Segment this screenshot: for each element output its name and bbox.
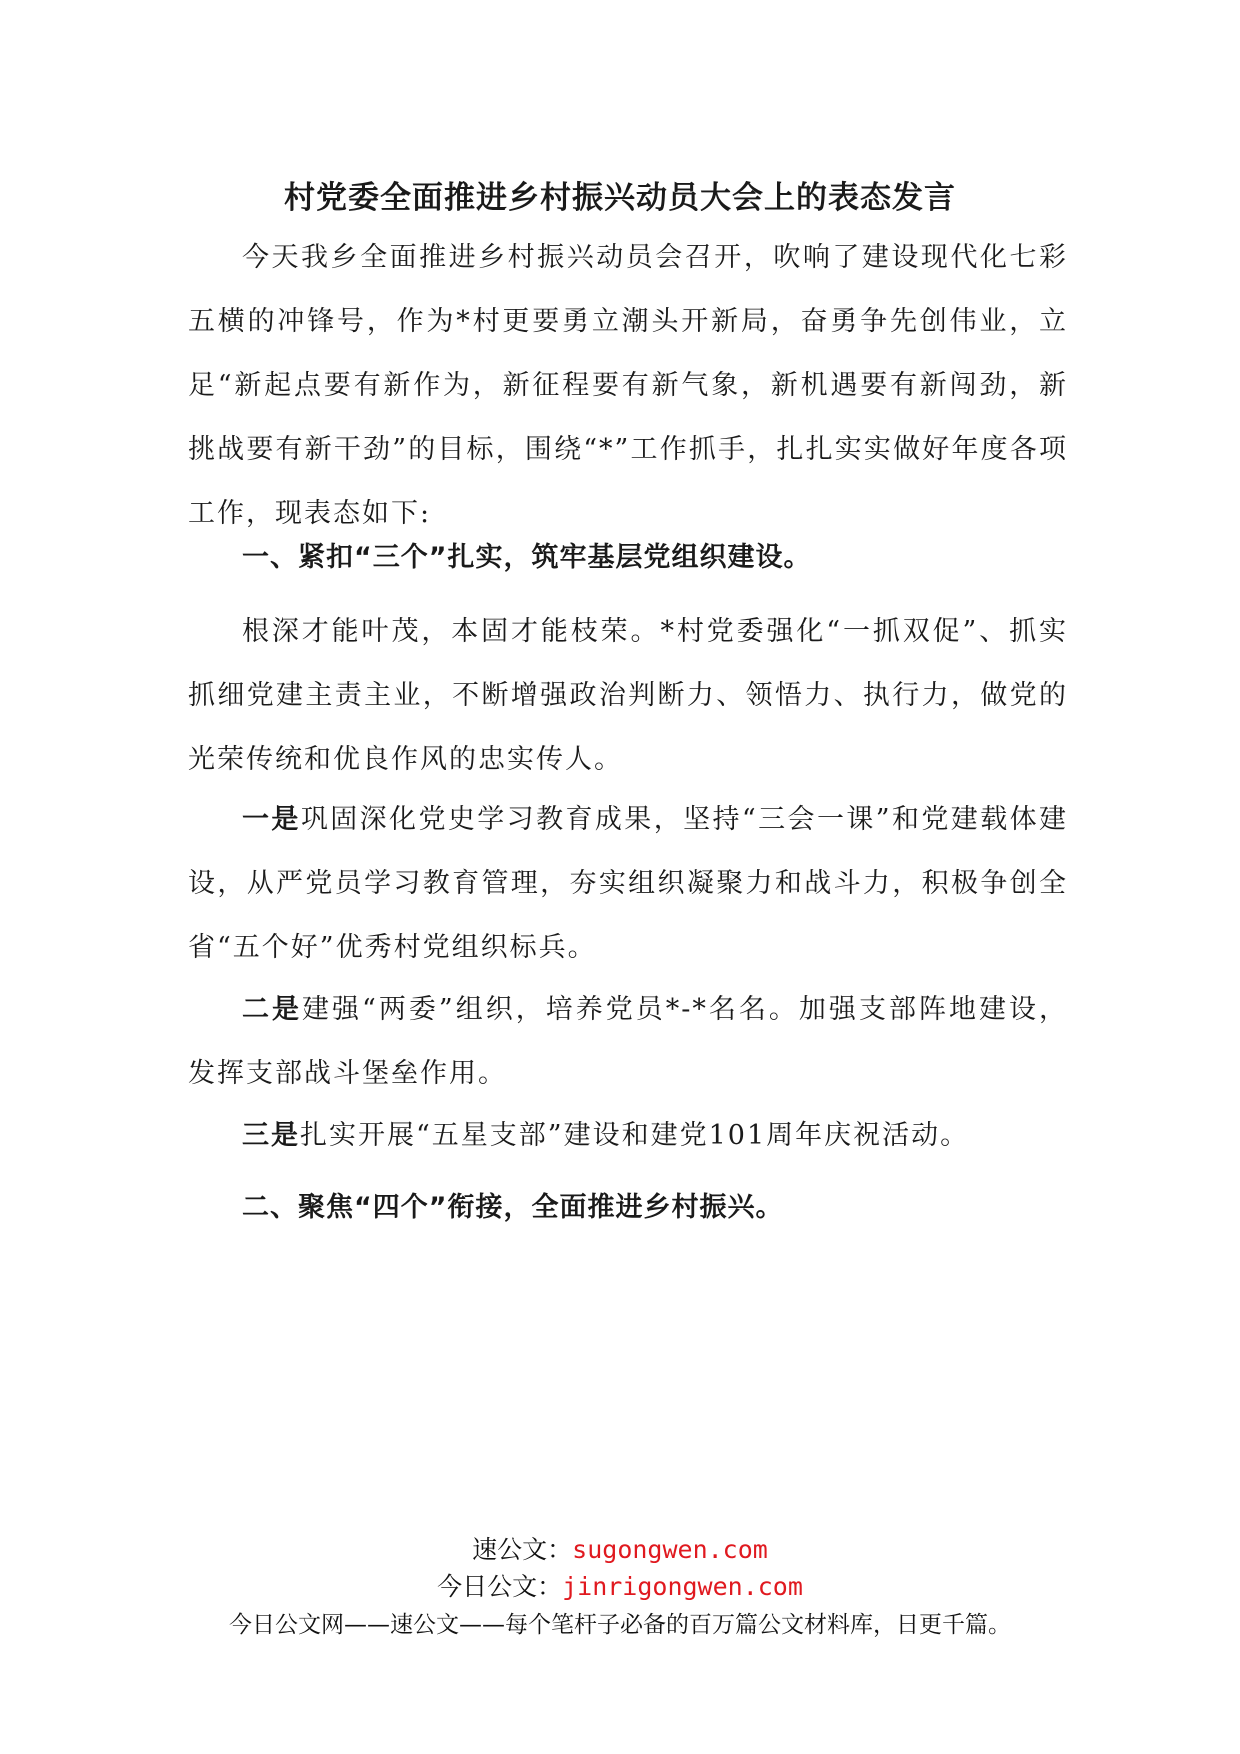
footer-link-sugongwen[interactable]: sugongwen.com — [572, 1535, 768, 1564]
item-2-paragraph — [188, 978, 1068, 1106]
item-2-lead: 二是 — [242, 994, 303, 1025]
section-1-paragraph: 根深才能叶茂，本固才能枝荣。*村党委强化“一抓双促”、抓实抓细党建主责主业，不断增强政治判断力、领悟力、执行力，做党的光荣传统和优良作风的忠实传人。 — [188, 616, 1068, 775]
section-1-heading: 一、紧扣“三个”扎实，筑牢基层党组织建设。 — [242, 542, 812, 573]
item-1-paragraph — [188, 788, 1068, 980]
footer-label-2: 今日公文： — [437, 1572, 563, 1601]
footer-tagline: 今日公文网——速公文——每个笔杆子必备的百万篇公文材料库，日更千篇。 — [229, 1612, 1011, 1638]
footer-line-2 — [0, 1567, 1240, 1603]
item-3-paragraph — [188, 1104, 1068, 1168]
item-1-text: 巩固深化党史学习教育成果，坚持“三会一课”和党建载体建设，从严党员学习教育管理，夯实组织凝聚力和战斗力，积极争创全省“五个好”优秀村党组织标兵。 — [188, 804, 1069, 963]
item-1-lead: 一是 — [242, 804, 301, 835]
item-3-text: 扎实开展“五星支部”建设和建党101周年庆祝活动。 — [300, 1120, 970, 1151]
section-2-heading: 二、聚焦“四个”衔接，全面推进乡村振兴。 — [242, 1192, 784, 1223]
footer-line-1 — [0, 1530, 1240, 1566]
item-3-lead: 三是 — [242, 1120, 300, 1151]
footer-label-1: 速公文： — [472, 1535, 573, 1564]
footer-link-jinrigongwen[interactable]: jinrigongwen.com — [562, 1572, 803, 1601]
item-2-text: 建强“两委”组织，培养党员*-*名名。加强支部阵地建设，发挥支部战斗堡垒作用。 — [188, 994, 1069, 1089]
intro-paragraph: 今天我乡全面推进乡村振兴动员会召开，吹响了建设现代化七彩五横的冲锋号，作为*村更要勇立潮头开新局，奋勇争先创伟业，立足“新起点要有新作为，新征程要有新气象，新机遇要有新闯劲，新挑战要有新干劲”的目标，围绕“*”工作抓手，扎扎实实做好年度各项工作，现表态如下: — [188, 242, 1068, 529]
document-title: 村党委全面推进乡村振兴动员大会上的表态发言 — [284, 180, 956, 216]
